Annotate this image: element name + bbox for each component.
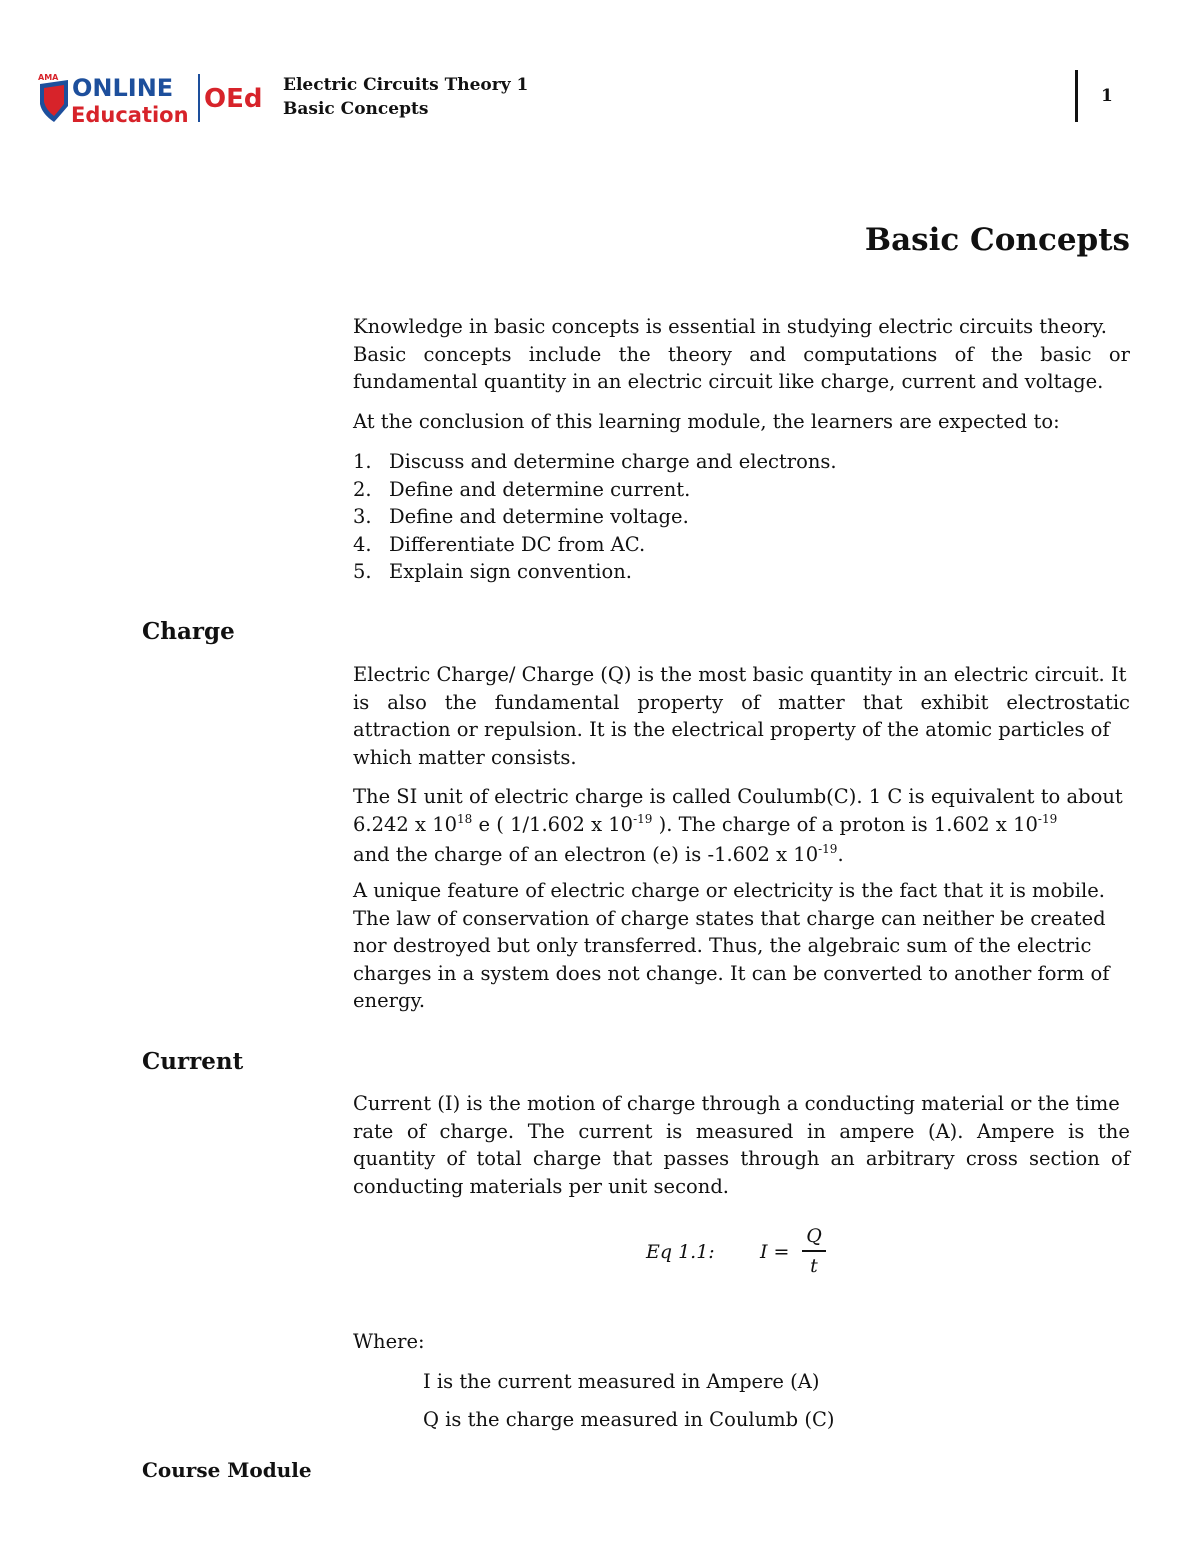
where-label: Where: [353, 1330, 425, 1353]
equation-lhs: I = [760, 1241, 790, 1263]
current-paragraph: Current (I) is the motion of charge through a conducting material or the time rate of charge. The current is measured in ampere (A). Ampere is the quantity of total charge that passes through an arbitrary cross section of conducting materials per unit second. [353, 1092, 1130, 1198]
equation-fraction [802, 1224, 826, 1278]
header-divider [1075, 70, 1078, 122]
page-title: Basic Concepts [864, 222, 1130, 258]
equation-denominator: t [810, 1255, 818, 1277]
oed-logo [38, 70, 270, 126]
header-topic: Basic Concepts [283, 99, 429, 119]
logo-education: Education [71, 103, 189, 126]
charge-paragraph-3: A unique feature of electric charge or electricity is the fact that it is mobile. The law of conservation of charge states that charge can neither be created nor destroyed but only transferred. Thus, the algebraic sum of the electric charges in a system does not change. It can be converted to another form of energy. [353, 879, 1110, 1012]
intro-line-3: fundamental quantity in an electric circuit like charge, current and voltage. [353, 370, 1104, 393]
logo-divider [198, 74, 200, 122]
header-course: Electric Circuits Theory 1 [283, 75, 529, 95]
list-item: 5. Explain sign convention. [353, 560, 632, 583]
equation-1-1 [646, 1224, 846, 1284]
list-item: 1. Discuss and determine charge and electrons. [353, 450, 837, 473]
intro-line-1: Knowledge in basic concepts is essential in studying electric circuits theory. [353, 315, 1107, 338]
page-number: 1 [1101, 86, 1113, 106]
fraction-bar [802, 1250, 826, 1252]
logo-online: ONLINE [72, 74, 174, 102]
list-item: 2. Define and determine current. [353, 477, 691, 501]
logo-ama: AMA [38, 73, 59, 82]
intro-paragraph [353, 313, 1130, 396]
definition-charge: Q is the charge measured in Coulumb (C) [423, 1408, 835, 1431]
footer-course-module: Course Module [142, 1458, 312, 1482]
list-item: 3. Define and determine voltage. [353, 505, 689, 528]
intro-line-2: Basic concepts include the theory and computations of the basic or [353, 342, 1130, 366]
running-header [283, 73, 528, 121]
definition-current: I is the current measured in Ampere (A) [423, 1370, 820, 1393]
logo-oed: OEd [204, 84, 263, 114]
heading-charge: Charge [142, 618, 235, 645]
heading-current: Current [142, 1048, 244, 1075]
objectives-list [353, 448, 1130, 586]
logo-graphic [38, 70, 270, 126]
charge-paragraph-2: The SI unit of electric charge is called Coulumb(C). 1 C is equivalent to about 6.242 x $10^{18}$ e ( 1/1.602 x $10^{-19}$ ). The charge of a proton is 1.602 x $10^{-19}$ and the charge of an electron (e) is -1.602 x $10^{-19}$. [353, 785, 1123, 866]
objectives-lead: At the conclusion of this learning module, the learners are expected to: [353, 410, 1060, 433]
equation-label: Eq 1.1: [646, 1241, 715, 1263]
list-item: 4. Differentiate DC from AC. [353, 532, 646, 556]
equation-numerator: Q [806, 1225, 822, 1247]
charge-paragraph-1: Electric Charge/ Charge (Q) is the most basic quantity in an electric circuit. It is also the fundamental property of matter that exhibit electrostatic attraction or repulsion. It is the electrical property of the atomic particles of which matter consists. [353, 663, 1130, 769]
